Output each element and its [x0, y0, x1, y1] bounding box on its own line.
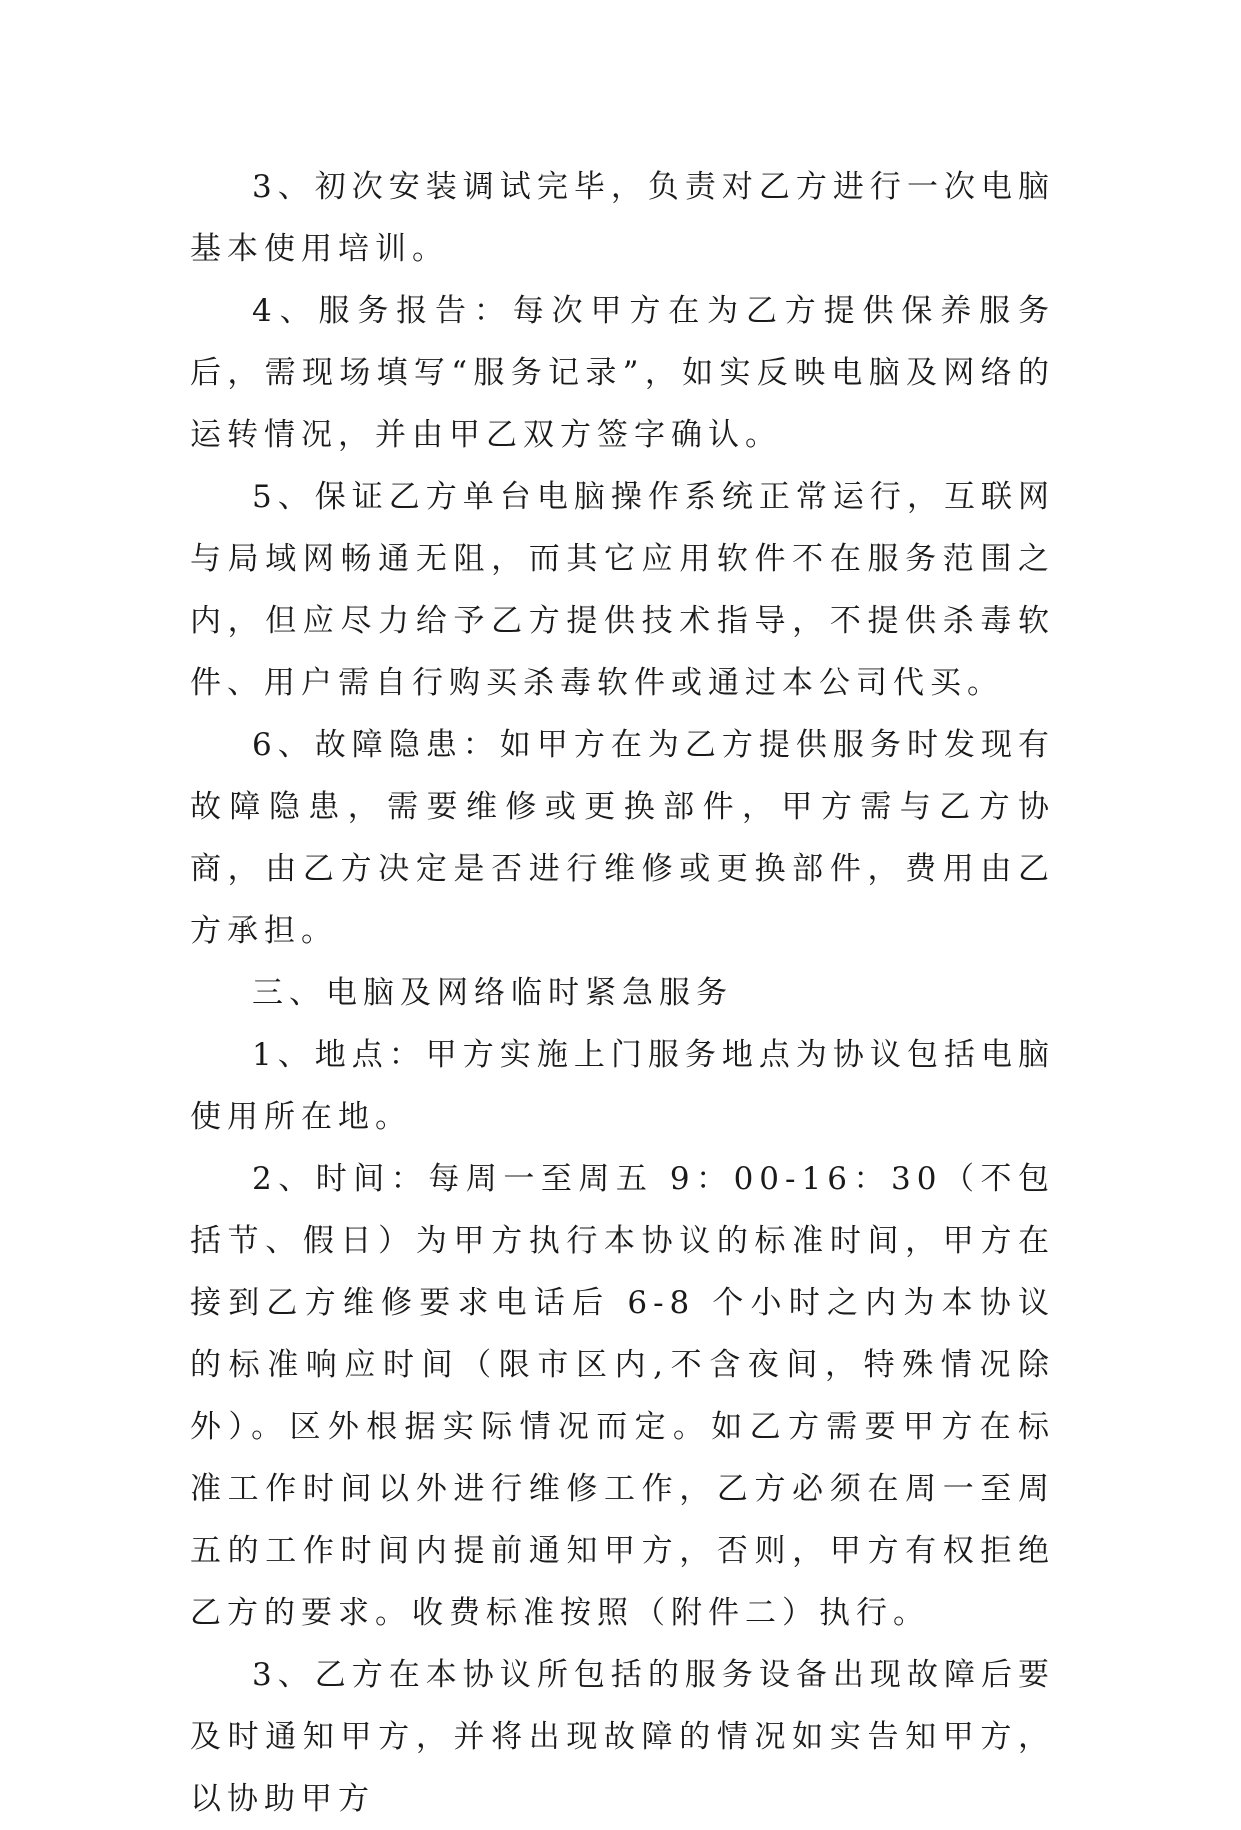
- clause-2-time: 2、时间：每周一至周五 9：00-16：30（不包括节、假日）为甲方执行本协议的标准时间，甲方在接到乙方维修要求电话后 6-8 个小时之内为本协议的标准响应时间（限市区内,不含夜间，特殊情况除外）。区外根据实际情况而定。如乙方需要甲方在标准工作时间以外进行维修工作，乙方必须在周一至周五的工作时间内提前通知甲方，否则，甲方有权拒绝乙方的要求。收费标准按照（附件二）执行。: [190, 1161, 1055, 1631]
- section-3-heading: 三、电脑及网络临时紧急服务: [252, 975, 733, 1011]
- clause-1-location: 1、地点：甲方实施上门服务地点为协议包括电脑使用所在地。: [190, 1037, 1055, 1135]
- clause-5-os-guarantee: 5、保证乙方单台电脑操作系统正常运行，互联网与局域网畅通无阻，而其它应用软件不在服务范围之内，但应尽力给予乙方提供技术指导，不提供杀毒软件、用户需自行购买杀毒软件或通过本公司代买。: [190, 479, 1055, 701]
- clause-6-fault-hazard: 6、故障隐患：如甲方在为乙方提供服务时发现有故障隐患，需要维修或更换部件，甲方需与乙方协商，由乙方决定是否进行维修或更换部件，费用由乙方承担。: [190, 727, 1055, 949]
- clause-4-service-report: 4、服务报告：每次甲方在为乙方提供保养服务后，需现场填写“服务记录”，如实反映电脑及网络的运转情况，并由甲乙双方签字确认。: [190, 293, 1055, 453]
- document-body: [190, 156, 1055, 1830]
- clause-3-training: 3、初次安装调试完毕，负责对乙方进行一次电脑基本使用培训。: [190, 169, 1055, 267]
- clause-3-notify: 3、乙方在本协议所包括的服务设备出现故障后要及时通知甲方，并将出现故障的情况如实告知甲方，以协助甲方: [190, 1657, 1055, 1817]
